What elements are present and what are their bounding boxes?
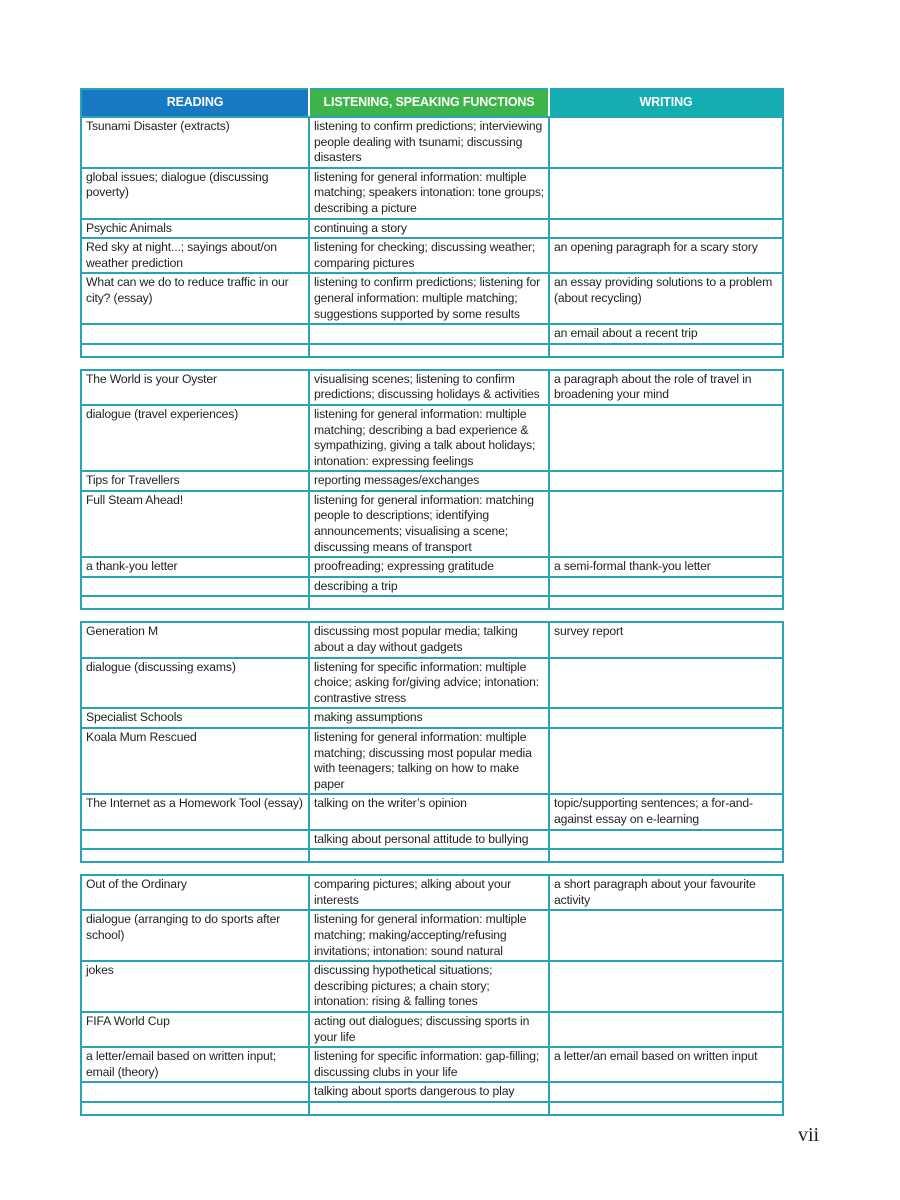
reading-cell: global issues; dialogue (discussing poverty) (81, 168, 309, 219)
reading-cell: Tips for Travellers (81, 471, 309, 491)
listening-speaking-cell: reporting messages/exchanges (309, 471, 549, 491)
header-row (81, 89, 783, 117)
writing-cell: a semi-formal thank-you letter (549, 557, 783, 577)
writing-cell (549, 708, 783, 728)
table-row (81, 794, 783, 829)
reading-cell: The Internet as a Homework Tool (essay) (81, 794, 309, 829)
writing-cell (549, 961, 783, 1012)
page-number: vii (798, 1124, 820, 1146)
writing-cell (549, 471, 783, 491)
spacer-row (81, 1102, 783, 1115)
table-row (81, 324, 783, 344)
writing-cell (549, 658, 783, 709)
writing-cell (549, 728, 783, 794)
contents-page (80, 88, 782, 1116)
listening-speaking-cell: comparing pictures; alking about your interests (309, 875, 549, 910)
spacer-cell (81, 596, 309, 609)
contents-table-block-4 (80, 874, 784, 1116)
reading-cell: The World is your Oyster (81, 370, 309, 405)
reading-cell: Out of the Ordinary (81, 875, 309, 910)
unit-block-2 (81, 370, 783, 610)
table-row (81, 1012, 783, 1047)
reading-cell: Generation M (81, 622, 309, 657)
spacer-cell (549, 596, 783, 609)
listening-speaking-cell: talking about personal attitude to bullying (309, 830, 549, 850)
listening-speaking-cell: discussing most popular media; talking about a day without gadgets (309, 622, 549, 657)
contents-table-block-2 (80, 369, 784, 611)
table-row (81, 1047, 783, 1082)
table-row (81, 471, 783, 491)
table-row (81, 622, 783, 657)
contents-table-header (80, 88, 784, 358)
header-listening-speaking: LISTENING, SPEAKING FUNCTIONS (309, 89, 549, 117)
table-row (81, 491, 783, 557)
writing-cell: an email about a recent trip (549, 324, 783, 344)
spacer-row (81, 344, 783, 357)
unit-block-4 (81, 875, 783, 1115)
reading-cell: Full Steam Ahead! (81, 491, 309, 557)
table-row (81, 577, 783, 597)
table-row (81, 557, 783, 577)
writing-cell: a short paragraph about your favourite activity (549, 875, 783, 910)
spacer-row (81, 849, 783, 862)
table-row (81, 168, 783, 219)
writing-cell (549, 491, 783, 557)
spacer-cell (81, 849, 309, 862)
writing-cell: an opening paragraph for a scary story (549, 238, 783, 273)
listening-speaking-cell: listening for general information: multiple matching; discussing most popular media with teenagers; talking on how to make paper (309, 728, 549, 794)
unit-block-3 (81, 622, 783, 862)
reading-cell (81, 577, 309, 597)
reading-cell: Specialist Schools (81, 708, 309, 728)
writing-cell: survey report (549, 622, 783, 657)
spacer-cell (549, 344, 783, 357)
spacer-cell (81, 344, 309, 357)
table-row (81, 405, 783, 471)
listening-speaking-cell: listening for checking; discussing weather; comparing pictures (309, 238, 549, 273)
listening-speaking-cell: acting out dialogues; discussing sports in your life (309, 1012, 549, 1047)
listening-speaking-cell: talking on the writer’s opinion (309, 794, 549, 829)
reading-cell (81, 830, 309, 850)
table-row (81, 117, 783, 168)
spacer-cell (309, 596, 549, 609)
reading-cell: a thank-you letter (81, 557, 309, 577)
listening-speaking-cell: listening for specific information: gap-filling; discussing clubs in your life (309, 1047, 549, 1082)
listening-speaking-cell: listening for general information: multiple matching; describing a bad experience & sympathizing, giving a talk about holidays; intonation: expressing feelings (309, 405, 549, 471)
listening-speaking-cell: continuing a story (309, 219, 549, 239)
writing-cell: a paragraph about the role of travel in broadening your mind (549, 370, 783, 405)
spacer-cell (549, 1102, 783, 1115)
listening-speaking-cell: listening for general information: multiple matching; making/accepting/refusing invitations; intonation: sound natural (309, 910, 549, 961)
spacer-cell (309, 849, 549, 862)
reading-cell: Tsunami Disaster (extracts) (81, 117, 309, 168)
table-row (81, 1082, 783, 1102)
contents-table-block-3 (80, 621, 784, 863)
listening-speaking-cell: listening for general information: multiple matching; speakers intonation: tone groups; describing a picture (309, 168, 549, 219)
reading-cell (81, 324, 309, 344)
listening-speaking-cell: listening to confirm predictions; listening for general information: multiple matching; suggestions supported by some results (309, 273, 549, 324)
listening-speaking-cell: listening to confirm predictions; interviewing people dealing with tsunami; discussing disasters (309, 117, 549, 168)
table-row (81, 370, 783, 405)
table-row (81, 658, 783, 709)
writing-cell: an essay providing solutions to a problem (about recycling) (549, 273, 783, 324)
listening-speaking-cell: visualising scenes; listening to confirm predictions; discussing holidays & activities (309, 370, 549, 405)
writing-cell (549, 1082, 783, 1102)
table-row (81, 708, 783, 728)
writing-cell (549, 1012, 783, 1047)
writing-cell: a letter/an email based on written input (549, 1047, 783, 1082)
listening-speaking-cell: discussing hypothetical situations; describing pictures; a chain story; intonation: rising & falling tones (309, 961, 549, 1012)
listening-speaking-cell: listening for specific information: multiple choice; asking for/giving advice; intonation: contrastive stress (309, 658, 549, 709)
table-row (81, 219, 783, 239)
table-row (81, 238, 783, 273)
table-row (81, 830, 783, 850)
unit-block-1 (81, 117, 783, 357)
writing-cell (549, 219, 783, 239)
reading-cell: FIFA World Cup (81, 1012, 309, 1047)
reading-cell: a letter/email based on written input; email (theory) (81, 1047, 309, 1082)
writing-cell (549, 117, 783, 168)
spacer-cell (309, 344, 549, 357)
writing-cell (549, 168, 783, 219)
reading-cell: Red sky at night...; sayings about/on weather prediction (81, 238, 309, 273)
listening-speaking-cell: listening for general information: matching people to descriptions; identifying announcements; visualising a scene; discussing means of transport (309, 491, 549, 557)
listening-speaking-cell: making assumptions (309, 708, 549, 728)
reading-cell: What can we do to reduce traffic in our city? (essay) (81, 273, 309, 324)
writing-cell: topic/supporting sentences; a for-and-against essay on e-learning (549, 794, 783, 829)
spacer-row (81, 596, 783, 609)
writing-cell (549, 830, 783, 850)
writing-cell (549, 405, 783, 471)
table-row (81, 910, 783, 961)
table-row (81, 961, 783, 1012)
reading-cell: dialogue (discussing exams) (81, 658, 309, 709)
listening-speaking-cell: talking about sports dangerous to play (309, 1082, 549, 1102)
table-row (81, 273, 783, 324)
header-reading: READING (81, 89, 309, 117)
reading-cell: jokes (81, 961, 309, 1012)
reading-cell: dialogue (travel experiences) (81, 405, 309, 471)
writing-cell (549, 910, 783, 961)
reading-cell: Koala Mum Rescued (81, 728, 309, 794)
reading-cell: dialogue (arranging to do sports after school) (81, 910, 309, 961)
listening-speaking-cell: describing a trip (309, 577, 549, 597)
reading-cell: Psychic Animals (81, 219, 309, 239)
table-row (81, 728, 783, 794)
header-writing: WRITING (549, 89, 783, 117)
table-row (81, 875, 783, 910)
listening-speaking-cell (309, 324, 549, 344)
reading-cell (81, 1082, 309, 1102)
spacer-cell (81, 1102, 309, 1115)
listening-speaking-cell: proofreading; expressing gratitude (309, 557, 549, 577)
spacer-cell (549, 849, 783, 862)
writing-cell (549, 577, 783, 597)
spacer-cell (309, 1102, 549, 1115)
